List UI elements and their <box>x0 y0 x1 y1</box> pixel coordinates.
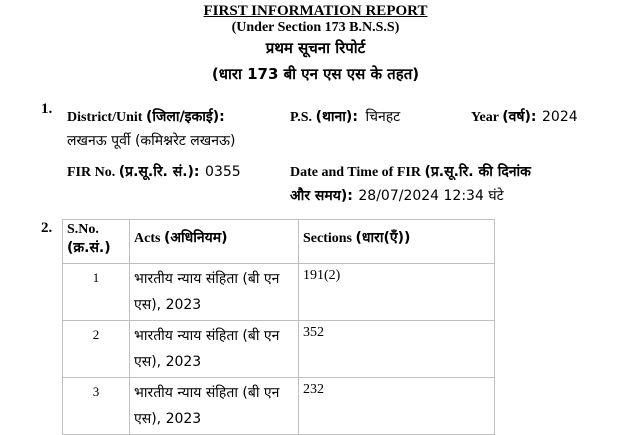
datetime-value: 28/07/2024 12:34 घंटे <box>358 188 504 204</box>
acts-table <box>62 219 495 435</box>
fir-label <box>67 162 241 181</box>
table-row <box>63 264 495 321</box>
header-acts-hi: (अधिनियम) <box>163 230 228 246</box>
ps-label-en: P.S. <box>290 110 313 125</box>
report-subtitle-hindi: (धारा 173 बी एन एस एस के तहत) <box>211 65 420 83</box>
acts-table-header <box>63 220 495 264</box>
district-label-en: District/Unit <box>67 110 143 125</box>
ps-label-hi: (थाना): <box>315 109 358 125</box>
header-sections-hi: (धारा(एँ)) <box>355 230 411 246</box>
row-sno: 1 <box>63 264 130 321</box>
header-sections-en: Sections <box>303 231 352 246</box>
table-row <box>63 321 495 378</box>
row-section: 352 <box>299 321 495 378</box>
report-title: FIRST INFORMATION REPORT <box>203 3 428 19</box>
table-row <box>63 378 495 435</box>
datetime-line2 <box>290 186 504 205</box>
report-subtitle: (Under Section 173 B.N.S.S) <box>231 20 400 35</box>
datetime-label-hi2: और समय): <box>290 188 353 204</box>
year-label-en: Year <box>471 110 499 125</box>
header-sno <box>63 220 130 264</box>
ps-value: चिनहट <box>365 109 401 125</box>
header-acts-en: Acts <box>134 231 161 246</box>
row-section: 191(2) <box>299 264 495 321</box>
row-act: भारतीय न्याय संहिता (बी एन एस), 2023 <box>130 321 299 378</box>
district-value: लखनऊ पूर्वी (कमिश्नरेट लखनऊ) <box>67 133 236 149</box>
report-title-hindi: प्रथम सूचना रिपोर्ट <box>265 39 366 57</box>
row-sno: 2 <box>63 321 130 378</box>
section-1-number: 1. <box>41 101 53 117</box>
row-section: 232 <box>299 378 495 435</box>
fir-value: 0355 <box>205 164 241 180</box>
row-act: भारतीय न्याय संहिता (बी एन एस), 2023 <box>130 378 299 435</box>
datetime-label <box>290 162 531 181</box>
header-acts <box>130 220 299 264</box>
section-2-number: 2. <box>41 220 53 236</box>
year-label-hi: (वर्ष): <box>502 109 537 125</box>
district-label <box>67 107 225 126</box>
fir-label-en: FIR No. <box>67 165 116 180</box>
header-sno-en: S.No. <box>67 222 99 237</box>
fir-label-hi: (प्र.सू.रि. सं.): <box>118 164 200 180</box>
district-label-hi: (जिला/इकाई): <box>145 109 225 125</box>
year-label <box>471 107 578 126</box>
row-act: भारतीय न्याय संहिता (बी एन एस), 2023 <box>130 264 299 321</box>
datetime-label-hi: (प्र.सू.रि. की दिनांक <box>424 164 531 180</box>
header-sections <box>299 220 495 264</box>
row-sno: 3 <box>63 378 130 435</box>
ps-label <box>290 107 400 126</box>
year-value: 2024 <box>542 109 578 125</box>
header-sno-hi: (क्र.सं.) <box>67 240 111 256</box>
datetime-label-en: Date and Time of FIR <box>290 165 421 180</box>
